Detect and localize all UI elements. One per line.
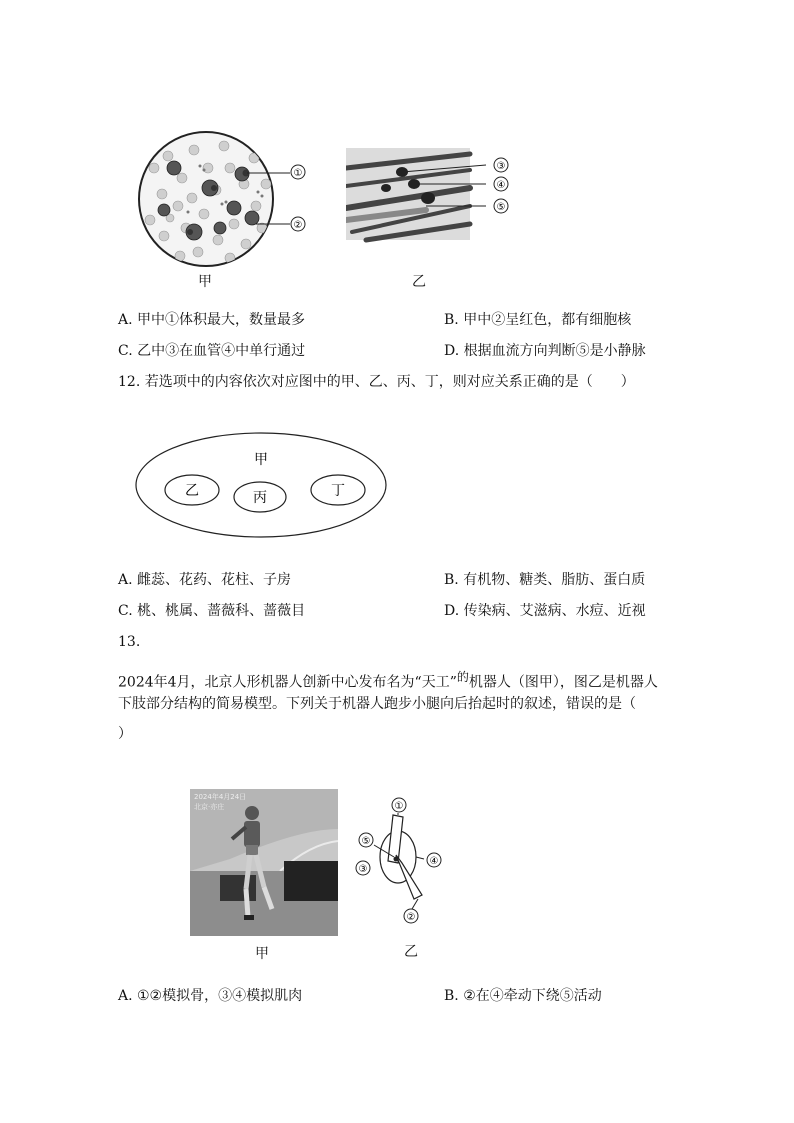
joint-dot [394, 857, 399, 862]
photo-location: 北京·亦庄 [194, 803, 225, 811]
q13-yi-caption: 乙 [404, 944, 418, 960]
diagram-label-jia: 甲 [254, 452, 268, 468]
model-label-1: ① [394, 801, 404, 812]
monitor-box [220, 875, 256, 901]
speaker-box [284, 861, 338, 901]
diagram-label-yi: 乙 [185, 483, 199, 499]
q13-stem-line1-a: 2024年4月，北京人形机器人创新中心发布名为“天工” [118, 674, 457, 691]
q11-option-a[interactable]: A. 甲中①体积最大，数量最多 [118, 312, 306, 328]
q12-option-a[interactable]: A. 雌蕊、花药、花柱、子房 [118, 572, 292, 588]
fig-label-5: ⑤ [496, 202, 506, 213]
q13-jia-caption: 甲 [255, 946, 269, 962]
q11-option-b[interactable]: B. 甲中②呈红色，都有细胞核 [444, 312, 632, 328]
fig-label-2: ② [293, 220, 303, 231]
q11-option-c[interactable]: C. 乙中③在血管④中单行通过 [118, 343, 306, 359]
bone-upper [388, 815, 403, 863]
q13-stem-line3: ） [118, 726, 132, 742]
q12-option-b[interactable]: B. 有机物、糖类、脂肪、蛋白质 [444, 572, 646, 588]
bone-lower [396, 855, 422, 899]
photo-date: 2024年4月24日 [194, 793, 247, 801]
q13-stem-line1-b: 机器人（图甲），图乙是机器人 [468, 674, 658, 691]
q13-stem-sup: 的 [456, 670, 469, 684]
q11-figure-yi [346, 148, 516, 244]
q13-photo-robot [190, 789, 338, 936]
q13-model-leg [352, 795, 452, 927]
fig-label-4: ④ [496, 180, 506, 191]
q12-stem: 12. 若选项中的内容依次对应图中的甲、乙、丙、丁，则对应关系正确的是（ ） [118, 374, 635, 390]
diagram-label-ding: 丁 [331, 483, 345, 499]
diagram-label-bing: 丙 [253, 490, 267, 506]
q11-figure-jia [134, 128, 314, 288]
fig-label-3: ③ [496, 161, 506, 172]
q11-jia-caption: 甲 [198, 274, 212, 290]
outer-ellipse [136, 433, 386, 537]
fig-label-1: ① [293, 168, 303, 179]
q12-option-d[interactable]: D. 传染病、艾滋病、水痘、近视 [444, 603, 646, 619]
q13-number: 13. [118, 634, 141, 650]
q13-stem-line2: 下肢部分结构的简易模型。下列关于机器人跑步小腿向后抬起时的叙述，错误的是（ [118, 696, 636, 712]
model-label-2: ② [406, 912, 416, 923]
model-label-4: ④ [429, 856, 439, 867]
q11-option-d[interactable]: D. 根据血流方向判断⑤是小静脉 [444, 343, 646, 359]
q12-diagram [134, 430, 390, 542]
q11-yi-caption: 乙 [412, 274, 426, 290]
q12-option-c[interactable]: C. 桃、桃属、蔷薇科、蔷薇目 [118, 603, 306, 619]
q13-option-a[interactable]: A. ①②模拟骨，③④模拟肌肉 [118, 988, 303, 1004]
q13-stem-line1 [118, 667, 658, 693]
q13-option-b[interactable]: B. ②在④牵动下绕⑤活动 [444, 988, 602, 1004]
model-label-5: ⑤ [361, 836, 371, 847]
model-label-3: ③ [358, 864, 368, 875]
